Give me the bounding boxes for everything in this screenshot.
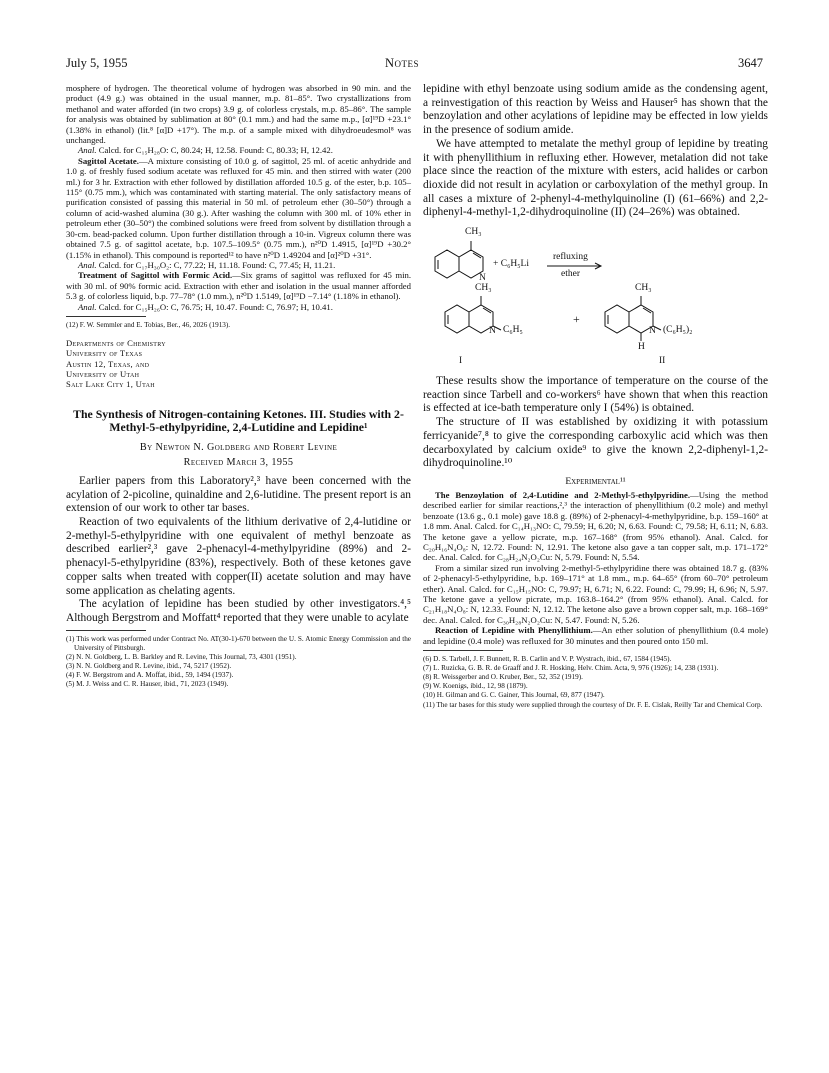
affiliation-line: University of Utah [66,368,140,379]
footnote-rule [66,316,146,317]
footnote: (3) N. N. Goldberg and R. Levine, ibid., 74, 5217 (1952). [66,661,232,670]
affiliation-line: Salt Lake City 1, Utah [66,379,155,390]
condition-bottom: ether [561,269,580,280]
footnote: (6) D. S. Tarbell, J. F. Bunnett, R. B. Carlin and V. P. Wystrach, ibid., 67, 1584 (1945). [423,655,672,664]
footnote: (10) H. Gilman and G. C. Gainer, This Journal, 69, 877 (1947). [423,691,605,700]
footnote: (9) W. Koenigs, ibid., 12, 98 (1879). [423,682,528,691]
benzene-ring-I [445,305,469,333]
running-date: July 5, 1955 [66,56,128,70]
condition-top: refluxing [553,252,588,263]
compound-label-II: II [659,356,666,367]
experimental-paragraph-1: The Benzoylation of 2,4-Lutidine and 2-Methyl-5-ethylpyridine.—Using the method described earlier for similar reactions,²,³ the interaction of phenyllithium (0.2 mole) and methyl benzoate (13.6 g., 0.1 mole) gave 18.8 g. (89%) of 2-phenacyl-4-methylpyridine, b.p. 159–160° at 1.8 mm. Anal. Calcd. for C₁₄H₁₃NO: C, 79.59; H, 6.20; N, 6.63. Found: C, 79.58; H, 6.11; N, 6.83. The ketone gave a yellow picrate, m.p. 167–168° (from 95% ethanol). Anal. Calcd. for C₂₀H₁₆N₄O₈: N, 12.72. Found: N, 12.91. The ketone also gave a tan copper salt, m.p. 171–172° dec. Anal. Calcd. for C₂₈H₂₄N₂O₂Cu: N, 5.79. Found: N, 5.54. [423,489,768,563]
compound-label-I: I [459,356,463,367]
body-paragraph: We have attempted to metalate the methyl group of lepidine by treating it with phenyllithium in refluxing ether. However, metalation did not take place since the reaction of the mixture with esters, acid halides or carbon dioxide did not result in acylation or carboxylation of the methyl group. In all cases a mixture of 2-phenyl-4-methylquinoline (I) (61–66%) and 2,2-diphenyl-4-methyl-1,2-dihydroquinoline (II) (24–26%) was obtained. [423,137,768,219]
benzene-ring-II [605,305,629,333]
body-paragraph: lepidine with ethyl benzoate using sodium amide as the condensing agent, a reinvestigation of this reaction by Weiss and Hauser⁵ has shown that the benzoylation and other acylations of lepidine may be effected in low yields in the presence of sodium amide. [423,83,768,137]
right-column [423,83,768,710]
footnote: (2) N. N. Goldberg, L. B. Barkley and R. Levine, This Journal, 73, 4301 (1951). [66,652,297,661]
footnote-12: (12) F. W. Semmler and E. Tobias, Ber., 46, 2026 (1913). [66,320,231,329]
analysis-3: Anal. Calcd. for C₁₅H₂₆O: C, 76.75; H, 10.47. Found: C, 76.97; H, 10.41. [78,301,333,312]
affiliation-line: Austin 12, Texas, and [66,358,150,369]
benzene-ring [435,250,459,278]
body-paragraph: These results show the importance of temperature on the course of the reaction since Tarbell and co-workers⁶ have shown that when this reaction is effected at ice-bath temperature only I (54%) is obtained. [423,375,768,415]
running-section: Notes [385,56,420,70]
left-column [66,83,411,689]
experimental-paragraph-2: From a similar sized run involving 2-methyl-5-ethylpyridine there was obtained 18.7 g. (83% of 2-phenacyl-5-ethylpyridine, b.p. 169–171° at 1.8 mm., m.p. 64–65° (from 60–70° petroleum ether). Anal. Calcd. for C₁₅H₁₅NO: C, 79.97; H, 6.71; N, 6.22. Found: C, 79.99; H, 6.96; N, 5.97. The ketone gave a yellow picrate, m.p. 163.8–164.2° (from 95% ethanol). Anal. Calcd. for C₂₁H₁₈N₄O₈: N, 12.33. Found: N, 12.12. The ketone also gave a brown copper salt, m.p. 168–169° dec. Anal. Calcd. for C₃₀H₂₈N₂O₂Cu: N, 5.47. Found: N, 5.26. [423,562,768,625]
structure-drawing [423,221,768,373]
hydrogen-label: H [638,342,645,353]
hydrogenation-paragraph: mosphere of hydrogen. The theoretical volume of hydrogen was absorbed in 90 min. and the product (4.9 g.) was obtained in the usual manner, m.p. 81–85°. Two crystallizations from methanol and water afforded (in two crops) 3.9 g. of colorless crystals, m.p. 85–86°. The sample for analysis was obtained by sublimation at 80° (0.1 mm.) and had the same m.p., [α]¹⁹D +23.1° (1.38% in ethanol) (lit.⁸ [α]D +17°). The m.p. of a sample mixed with dihydroeudesmol⁸ was unchanged. [66,83,411,146]
footnote: (11) The tar bases for this study were supplied through the courtesy of Dr. F. E. Cislak, Reilly Tar and Chemical Corp. [423,700,763,709]
intro-paragraph-3: The acylation of lepidine has been studied by other investigators.⁴,⁵ Although Bergstrom and Moffatt⁴ reported that they were unable to acylate [66,598,411,624]
affiliation [66,338,411,389]
experimental-heading: Experimental¹¹ [565,476,626,487]
affiliation-line: University of Texas [66,348,143,359]
footnote: (8) R. Weissgerber and O. Kruber, Ber., 52, 352 (1919). [423,673,583,682]
phenyl-label: C₆H₅ [503,325,523,336]
methyl-label: CH₃ [465,227,482,238]
reagent-label: + C₆H₅Li [493,259,529,270]
diphenyl-label: (C₆H₅)₂ [663,325,693,336]
affiliation-line: Departments of Chemistry [66,338,166,349]
analysis-2: Anal. Calcd. for C₁₇H₃₀O₂: C, 77.22; H, 11.18. Found: C, 77.45; H, 11.21. [78,259,336,270]
article-title: The Synthesis of Nitrogen-containing Ketones. III. Studies with 2-Methyl-5-ethylpyridine, 2,4-Lutidine and Lepidine¹ [73,406,404,434]
footnote-rule [66,630,146,631]
nitrogen-label: N [479,273,486,284]
intro-paragraph-2: Reaction of two equivalents of the lithium derivative of 2,4-lutidine or 2-methyl-5-ethylpyridine with one equivalent of methyl benzoate as described earlier²,³ gave 2-phenacyl-4-methylpyridine (89%) and 2-phenacyl-5-ethylpyridine (83%), respectively. Both of these ketones gave copper salts when treated with copper(II) acetate solution and may have some application as chelating agents. [66,516,411,597]
footnote: (7) L. Ruzicka, G. B. R. de Graaff and J. R. Hosking, Helv. Chim. Acta, 9, 976 (1926); 14, 238 (1931). [423,664,719,673]
body-paragraph: The structure of II was established by oxidizing it with potassium ferricyanide⁷,⁸ to give the corresponding carboxylic acid which was then decarboxylated by calcium oxide⁹ to give the known 2,2-diphenyl-1,2-dihydroquinoline.¹⁰ [423,416,768,470]
nitrogen-label: N [649,326,656,337]
methyl-label: CH₃ [475,283,492,294]
reaction-scheme [423,221,768,373]
analysis-1: Anal. Calcd. for C₁₅H₂₈O: C, 80.24; H, 12.58. Found: C, 80.33; H, 12.42. [78,145,333,156]
intro-paragraph-1: Earlier papers from this Laboratory²,³ have been concerned with the acylation of 2-picoline, quinaldine and 2,6-lutidine. The present report is an extension of our work to other tar bases. [66,474,411,515]
methyl-label: CH₃ [635,283,652,294]
experimental-paragraph-3: Reaction of Lepidine with Phenyllithium.—An ether solution of phenyllithium (0.4 mole) and lepidine (0.4 mole) was refluxed for 30 minutes and then poured onto 150 ml. [423,625,768,646]
byline: By Newton N. Goldberg and Robert Levine [139,441,338,453]
nitrogen-label: N [489,326,496,337]
footnote: (4) F. W. Bergstrom and A. Moffat, ibid., 59, 1494 (1937). [66,671,234,680]
received-date: Received March 3, 1955 [183,456,294,468]
footnote: (5) M. J. Weiss and C. R. Hauser, ibid., 71, 2023 (1949). [66,680,229,689]
sagittol-acetate-paragraph: Sagittol Acetate.—A mixture consisting of 10.0 g. of sagittol, 25 ml. of acetic anhydride and 1.0 g. of freshly fused sodium acetate was refluxed for 45 min. and then stirred with water (200 ml.) for 3 hr. Extraction with ether followed by distillation afforded 10.5 g. of the ester, b.p. 105–115° (0.75 mm.), which was contaminated with starting material. The only satisfactory means of purification consisted of passing this material in 50 ml. of petroleum ether (30–50°) through a column of acid-washed alumina (30 g.). After washing the column with 300 ml. of 10% ether in petroleum ether (30–50°) the combined solutions were freed from solvent by distillation through a 30-cm. bead-packed column. Upon further distillation through a 10-in. Vigreux column there was obtained 7.5 g. of sagittol acetate, b.p. 107.5–109.5° (0.75 mm.), n²⁰D 1.4915, [α]¹⁹D +30.2° (1.15% in ethanol). This compound is reported¹² to have n²⁰D 1.49204 and [α]²⁰D +31°. [66,155,411,260]
page-number: 3647 [738,56,763,70]
footnote: (1) This work was performed under Contract No. AT(30-1)-670 between the U. S. Atomic Energy Commission and the University of Pittsburgh. [66,634,411,652]
plus-sign: + [573,312,580,327]
formic-acid-paragraph: Treatment of Sagittol with Formic Acid.—Six grams of sagittol was refluxed for 45 min. with 30 ml. of 90% formic acid. Extraction with ether and isolation in the usual manner afforded 5.3 g. of colorless liquid, b.p. 77–78° (1.0 mm.), n²⁰D 1.5149, [α]¹⁹D −7.14° (1.18% in ethanol). [66,270,412,302]
footnote-rule [423,650,503,651]
